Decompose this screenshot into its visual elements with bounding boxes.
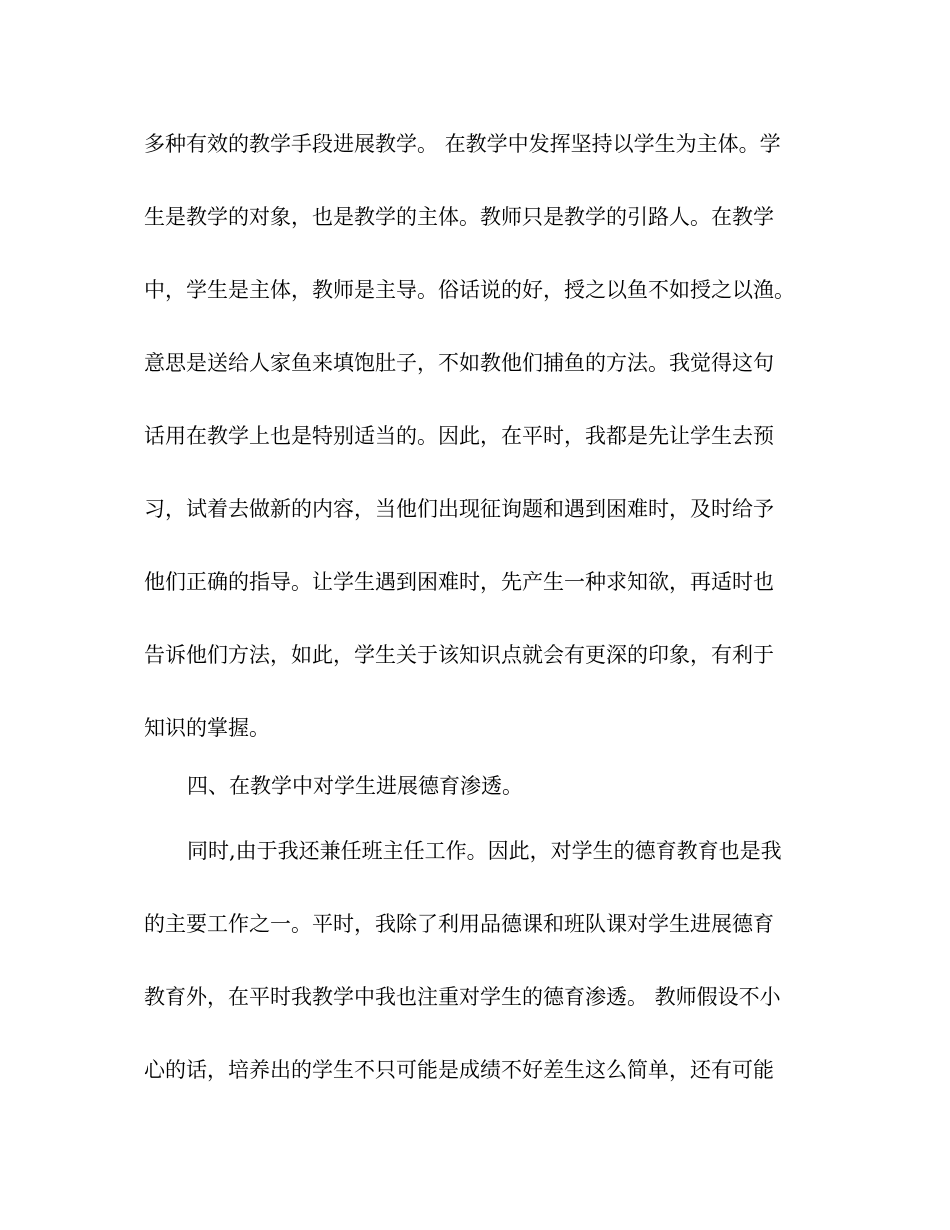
paragraph-first-line: 同时,由于我还兼任班主任工作。因此，对学生的德育教育也是我 [187,839,782,863]
text-line: 话用在教学上也是特别适当的。因此，在平时，我都是先让学生去预 [144,424,774,448]
text-line: 的主要工作之一。平时，我除了利用品德课和班队课对学生进展德育 [144,912,774,936]
text-line: 心的话，培养出的学生不只可能是成绩不好差生这么简单，还有可能 [144,1058,774,1082]
text-line: 习，试着去做新的内容，当他们出现征询题和遇到困难时，及时给予 [144,497,774,521]
text-line: 他们正确的指导。让学生遇到困难时，先产生一种求知欲，再适时也 [144,570,774,594]
text-line: 知识的掌握。 [144,716,270,740]
text-line: 生是教学的对象，也是教学的主体。教师只是教学的引路人。在教学 [144,205,774,229]
text-line: 意思是送给人家鱼来填饱肚子，不如教他们捕鱼的方法。我觉得这句 [144,351,774,375]
text-line: 多种有效的教学手段进展教学。 在教学中发挥坚持以学生为主体。学 [144,132,781,156]
text-line: 告诉他们方法，如此，学生关于该知识点就会有更深的印象，有利于 [144,643,774,667]
section-heading: 四、在教学中对学生进展德育渗透。 [187,774,523,798]
text-line: 教育外，在平时我教学中我也注重对学生的德育渗透。 教师假设不小 [144,985,781,1009]
text-line: 中，学生是主体，教师是主导。俗话说的好，授之以鱼不如授之以渔。 [144,278,795,302]
